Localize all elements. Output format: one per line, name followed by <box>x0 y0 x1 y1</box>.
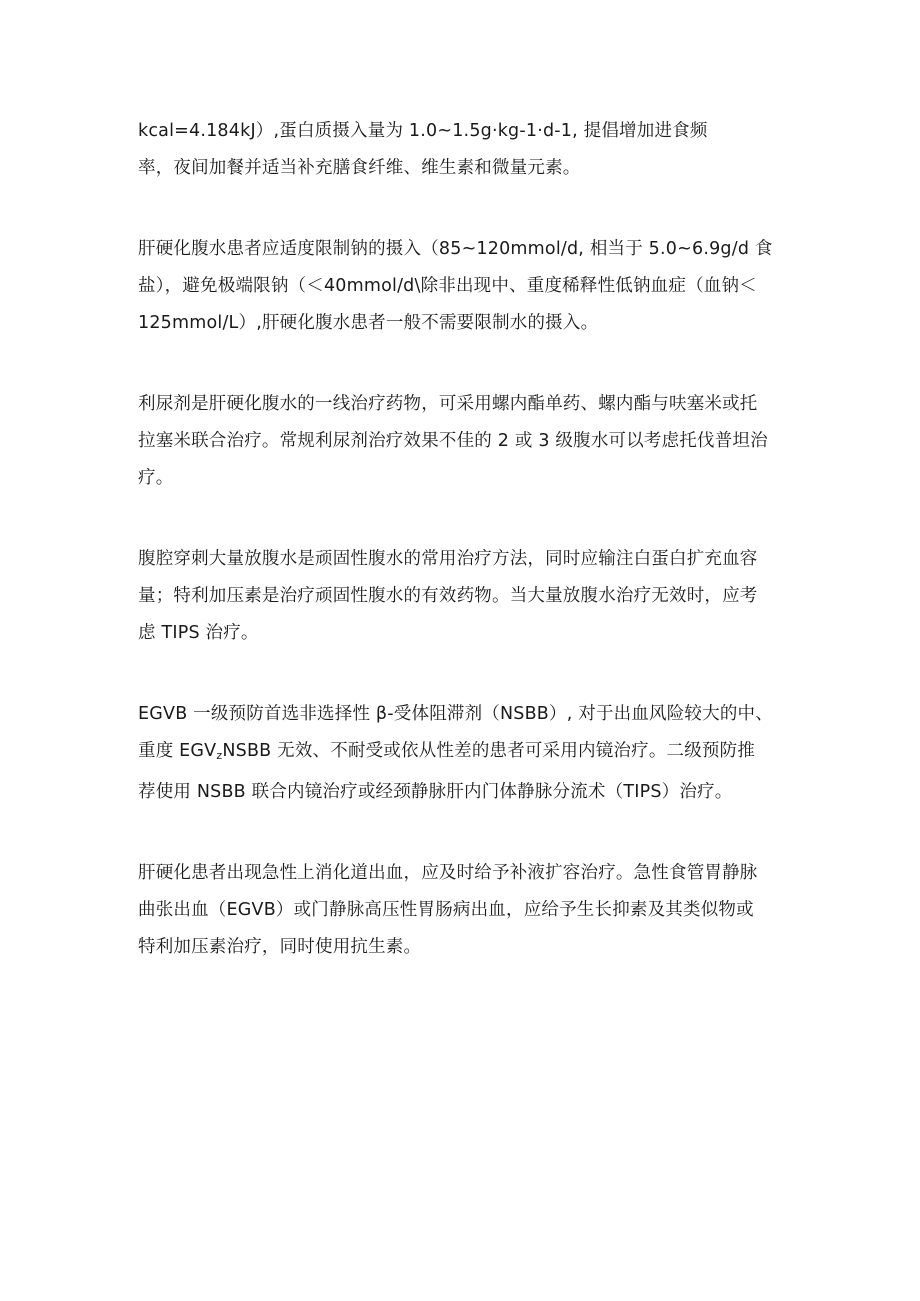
text-line: 曲张出血（EGVB）或门静脉高压性胃肠病出血，应给予生长抑素及其类似物或 <box>138 900 754 920</box>
text-line: kcal=4.184kJ）,蛋白质摄入量为 1.0~1.5g·kg-1·d-1, 提倡增加进食频 <box>138 121 708 141</box>
text-line: 肝硬化腹水患者应适度限制钠的摄入（85~120mmol/d, 相当于 5.0~6.9g/d 食 <box>138 239 773 259</box>
paragraph-refractory-ascites <box>138 541 788 652</box>
text-line: 特利加压素治疗，同时使用抗生素。 <box>138 937 422 957</box>
text-line: 量；特利加压素是治疗顽固性腹水的有效药物。当大量放腹水治疗无效时，应考 <box>138 586 758 606</box>
text-fragment: NSBB 无效、不耐受或依从性差的患者可采用内镜治疗。二级预防推 <box>222 741 756 761</box>
paragraph-nutrition <box>138 113 788 187</box>
paragraph-egvb-prevention <box>138 696 788 811</box>
paragraph-acute-bleeding <box>138 855 788 966</box>
text-fragment: 重度 EGV <box>138 741 217 761</box>
text-line: 肝硬化患者出现急性上消化道出血，应及时给予补液扩容治疗。急性食管胃静脉 <box>138 863 758 883</box>
text-line: 腹腔穿刺大量放腹水是顽固性腹水的常用治疗方法，同时应输注白蛋白扩充血容 <box>138 549 758 569</box>
paragraph-diuretics <box>138 386 788 497</box>
text-line: 荐使用 NSBB 联合内镜治疗或经颈静脉肝内门体静脉分流术（TIPS）治疗。 <box>138 782 733 802</box>
document-body <box>138 113 788 966</box>
text-line: 疗。 <box>138 468 174 488</box>
text-line: 虑 TIPS 治疗。 <box>138 623 259 643</box>
text-line: 盐），避免极端限钠（＜40mmol/d\除非出现中、重度稀释性低钠血症（血钠＜ <box>138 276 757 296</box>
text-line: 125mmol/L）,肝硬化腹水患者一般不需要限制水的摄入。 <box>138 313 599 333</box>
paragraph-sodium-restriction <box>138 231 788 342</box>
text-line <box>138 733 788 774</box>
text-subscript: z <box>216 749 223 762</box>
text-line: 利尿剂是肝硬化腹水的一线治疗药物，可采用螺内酯单药、螺内酯与呋塞米或托 <box>138 394 758 414</box>
text-line: EGVB 一级预防首选非选择性 β-受体阻滞剂（NSBB）, 对于出血风险较大的中、 <box>138 704 773 724</box>
text-line: 拉塞米联合治疗。常规利尿剂治疗效果不佳的 2 或 3 级腹水可以考虑托伐普坦治 <box>138 431 768 451</box>
text-line: 率，夜间加餐并适当补充膳食纤维、维生素和微量元素。 <box>138 158 581 178</box>
